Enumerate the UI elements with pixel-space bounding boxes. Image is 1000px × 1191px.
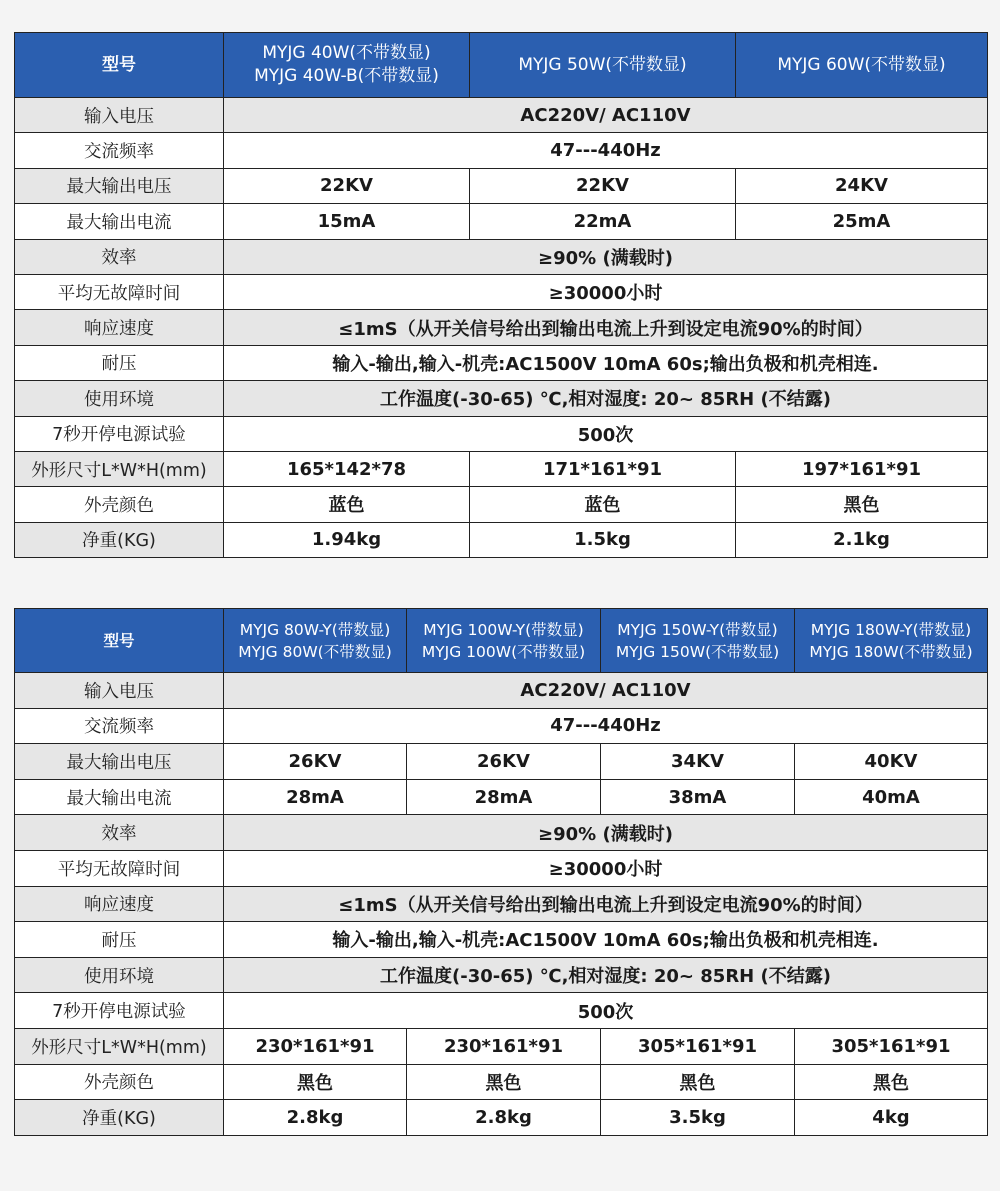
row-input-voltage [15,98,988,133]
row-value: 工作温度(-30-65) ℃,相对湿度: 20~ 85RH (不结露) [224,381,988,416]
row-value: 黑色 [601,1064,795,1100]
row-value: 黑色 [736,487,988,522]
row-response-speed [15,310,988,345]
model-name: MYJG 100W(不带数显) [421,642,586,661]
row-value: 34KV [601,744,795,780]
row-value: 22KV [470,168,736,203]
row-ac-frequency [15,133,988,168]
row-label: 交流频率 [15,708,224,744]
row-label: 交流频率 [15,133,224,168]
model-header: 型号 [15,609,224,673]
model-cell [224,609,407,673]
row-value: 230*161*91 [224,1028,407,1064]
row-label: 效率 [15,815,224,851]
row-net-weight [15,522,988,557]
row-net-weight [15,1100,988,1136]
row-value: 305*161*91 [601,1028,795,1064]
row-value: AC220V/ AC110V [224,98,988,133]
row-environment [15,957,988,993]
row-value: 47---440Hz [224,708,988,744]
row-shell-color [15,487,988,522]
row-value: 蓝色 [470,487,736,522]
row-value: 蓝色 [224,487,470,522]
row-value: 230*161*91 [407,1028,601,1064]
row-value: 黑色 [795,1064,988,1100]
row-value: 197*161*91 [736,451,988,486]
model-name: MYJG 40W-B(不带数显) [254,66,439,86]
row-label: 外形尺寸L*W*H(mm) [15,451,224,486]
row-mtbf [15,850,988,886]
row-label: 效率 [15,239,224,274]
row-dimensions [15,1028,988,1064]
row-value: 26KV [407,744,601,780]
model-cell [736,33,988,98]
row-on-off-test [15,416,988,451]
row-label: 使用环境 [15,957,224,993]
row-max-output-voltage [15,744,988,780]
row-max-output-current [15,204,988,239]
row-input-voltage [15,673,988,709]
row-label: 净重(KG) [15,522,224,557]
row-label: 最大输出电压 [15,168,224,203]
model-name: MYJG 180W-Y(带数显) [810,620,972,639]
row-value: 15mA [224,204,470,239]
row-value: ≤1mS（从开关信号给出到输出电流上升到设定电流90%的时间） [224,886,988,922]
model-cell [224,33,470,98]
row-label: 外壳颜色 [15,487,224,522]
row-withstand-voltage [15,922,988,958]
row-label: 耐压 [15,345,224,380]
row-value: 1.5kg [470,522,736,557]
model-name: MYJG 100W-Y(带数显) [423,620,584,639]
row-ac-frequency [15,708,988,744]
model-name: MYJG 150W-Y(带数显) [617,620,778,639]
row-value: 输入-输出,输入-机壳:AC1500V 10mA 60s;输出负极和机壳相连. [224,922,988,958]
model-cell [795,609,988,673]
row-value: 26KV [224,744,407,780]
row-value: 2.8kg [407,1100,601,1136]
row-label: 使用环境 [15,381,224,416]
row-label: 净重(KG) [15,1100,224,1136]
row-max-output-voltage [15,168,988,203]
row-label: 外形尺寸L*W*H(mm) [15,1028,224,1064]
model-name: MYJG 50W(不带数显) [518,54,687,75]
spec-table-40-60w [14,32,988,558]
row-label: 最大输出电流 [15,204,224,239]
header-row [15,609,988,673]
row-on-off-test [15,993,988,1029]
model-name: MYJG 80W-Y(带数显) [239,620,391,639]
row-efficiency [15,815,988,851]
header-row [15,33,988,98]
row-label: 最大输出电压 [15,744,224,780]
row-value: 40KV [795,744,988,780]
row-label: 响应速度 [15,886,224,922]
row-label: 7秒开停电源试验 [15,416,224,451]
row-shell-color [15,1064,988,1100]
row-value: 3.5kg [601,1100,795,1136]
model-cell [601,609,795,673]
row-value: 4kg [795,1100,988,1136]
row-value: 38mA [601,779,795,815]
row-value: 500次 [224,416,988,451]
row-value: 171*161*91 [470,451,736,486]
row-value: AC220V/ AC110V [224,673,988,709]
row-value: 47---440Hz [224,133,988,168]
row-value: 305*161*91 [795,1028,988,1064]
row-label: 平均无故障时间 [15,274,224,309]
row-value: 28mA [224,779,407,815]
row-label: 输入电压 [15,98,224,133]
row-value: 2.8kg [224,1100,407,1136]
model-name: MYJG 80W(不带数显) [238,642,392,661]
row-response-speed [15,886,988,922]
row-value: 40mA [795,779,988,815]
model-name: MYJG 60W(不带数显) [777,54,946,75]
row-label: 外壳颜色 [15,1064,224,1100]
model-cell [407,609,601,673]
row-value: 165*142*78 [224,451,470,486]
row-label: 响应速度 [15,310,224,345]
row-value: ≥90% (满载时) [224,239,988,274]
model-name: MYJG 180W(不带数显) [809,642,973,661]
row-value: 工作温度(-30-65) ℃,相对湿度: 20~ 85RH (不结露) [224,957,988,993]
row-value: ≤1mS（从开关信号给出到输出电流上升到设定电流90%的时间） [224,310,988,345]
row-mtbf [15,274,988,309]
row-value: 黑色 [224,1064,407,1100]
row-value: 输入-输出,输入-机壳:AC1500V 10mA 60s;输出负极和机壳相连. [224,345,988,380]
row-value: ≥30000小时 [224,274,988,309]
row-value: ≥30000小时 [224,850,988,886]
model-name: MYJG 40W(不带数显) [262,43,431,63]
row-value: 24KV [736,168,988,203]
row-max-output-current [15,779,988,815]
row-withstand-voltage [15,345,988,380]
row-value: 28mA [407,779,601,815]
model-cell [470,33,736,98]
row-value: 22KV [224,168,470,203]
row-dimensions [15,451,988,486]
row-value: 22mA [470,204,736,239]
row-value: 黑色 [407,1064,601,1100]
row-label: 平均无故障时间 [15,850,224,886]
row-value: 2.1kg [736,522,988,557]
row-label: 输入电压 [15,673,224,709]
row-label: 耐压 [15,922,224,958]
row-label: 最大输出电流 [15,779,224,815]
spec-table-80-180w [14,608,988,1136]
row-value: ≥90% (满载时) [224,815,988,851]
row-environment [15,381,988,416]
row-value: 500次 [224,993,988,1029]
row-efficiency [15,239,988,274]
row-label: 7秒开停电源试验 [15,993,224,1029]
row-value: 1.94kg [224,522,470,557]
row-value: 25mA [736,204,988,239]
model-header: 型号 [15,33,224,98]
model-name: MYJG 150W(不带数显) [615,642,780,661]
